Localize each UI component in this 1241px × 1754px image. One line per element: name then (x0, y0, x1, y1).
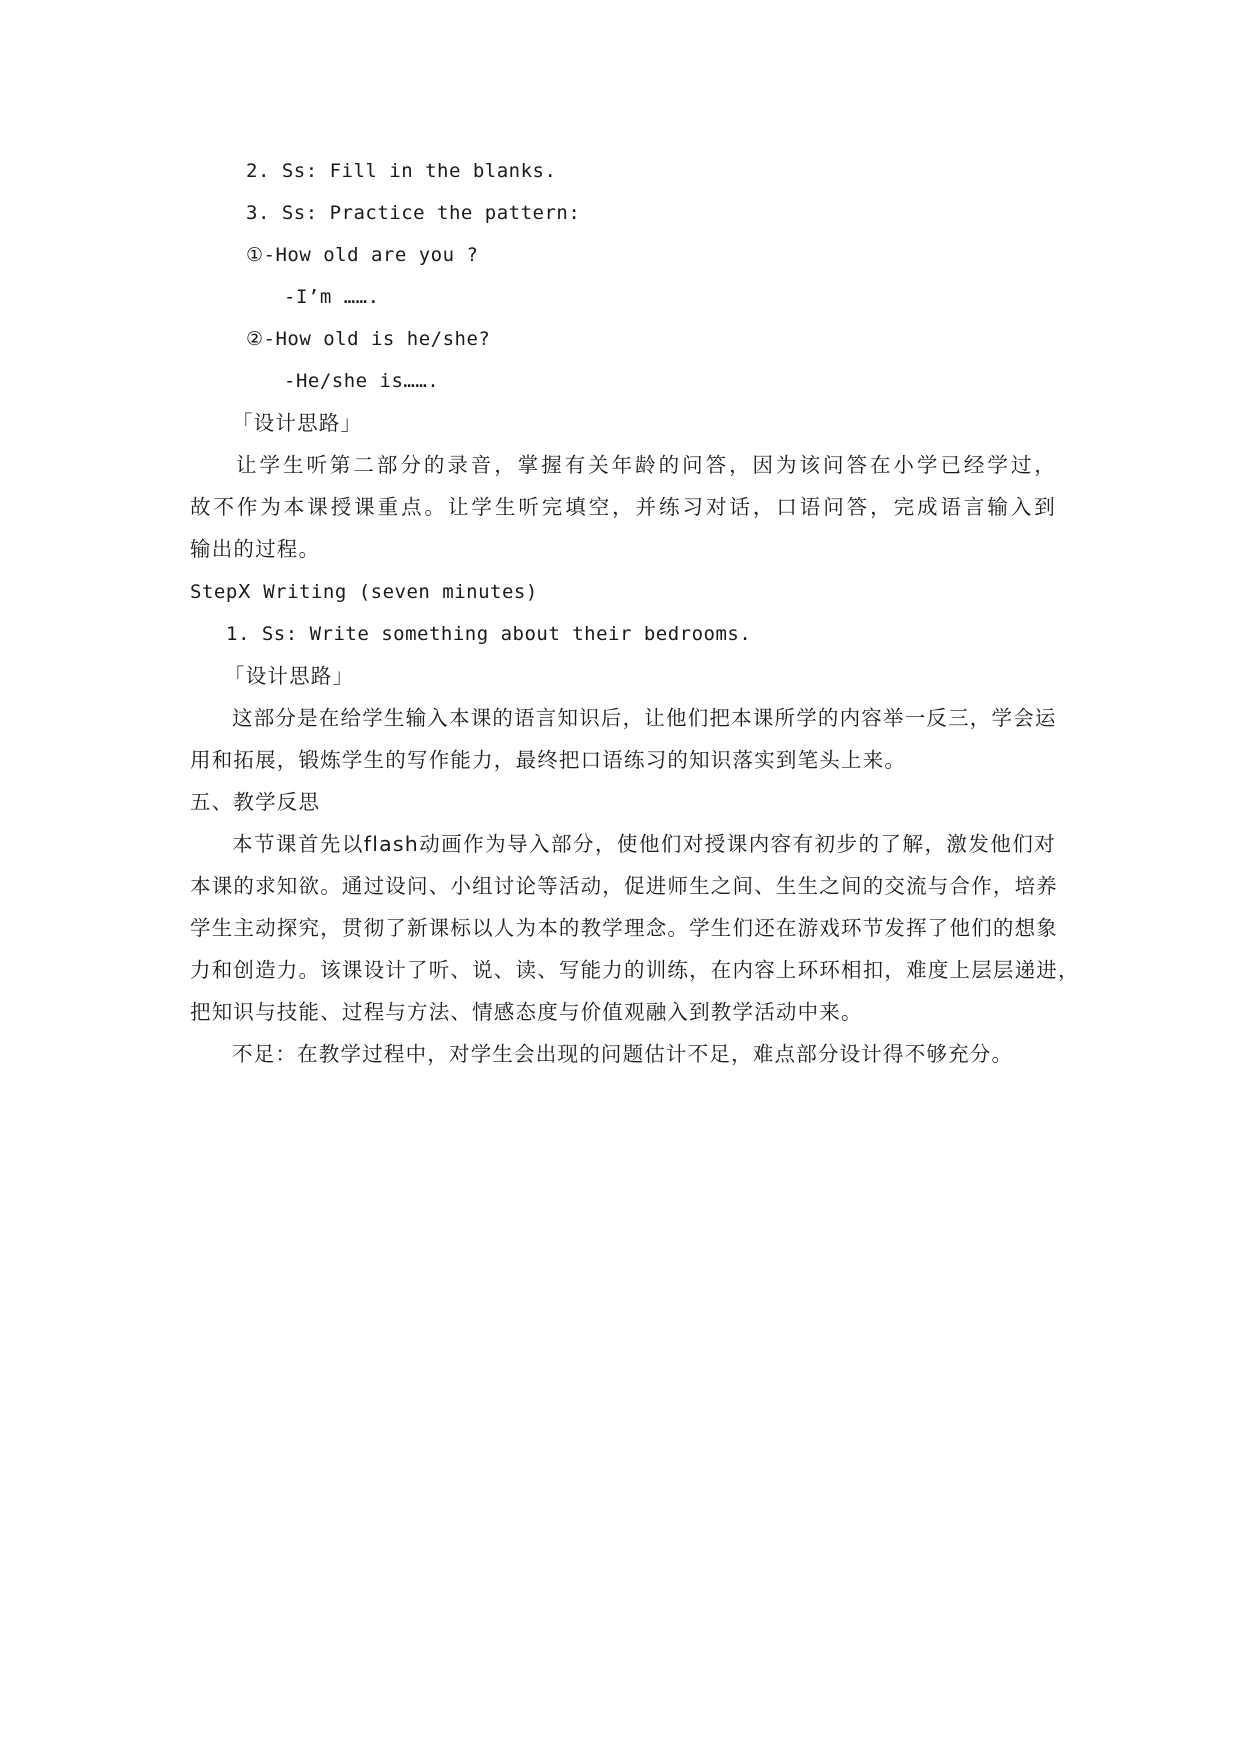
reflection-paragraph-line-2: 本课的求知欲。通过设问、小组讨论等活动，促进师生之间、生生之间的交流与合作，培养 (190, 874, 1058, 898)
reflection-paragraph-line-4: 力和创造力。该课设计了听、说、读、写能力的训练，在内容上环环相扣，难度上层层递进， (190, 958, 1080, 982)
design-label-listening: 「设计思路」 (232, 411, 363, 435)
design-text-writing-line-2: 用和拓展，锻炼学生的写作能力，最终把口语练习的知识落实到笔头上来。 (190, 748, 907, 772)
dialog-2-answer: -He/she is……. (284, 370, 440, 392)
design-text-listening-line-3: 输出的过程。 (190, 537, 321, 561)
dialog-2-question: ②-How old is he/she? (246, 328, 491, 350)
design-text-listening-line-1: 让学生听第二部分的录音，掌握有关年龄的问答，因为该问答在小学已经学过， (236, 453, 1056, 477)
reflection-paragraph-line-5: 把知识与技能、过程与方法、情感态度与价值观融入到教学活动中来。 (190, 1000, 863, 1024)
reflection-shortcoming: 不足：在教学过程中，对学生会出现的问题估计不足，难点部分设计得不够充分。 (232, 1042, 1014, 1066)
listening-item-2: 2. Ss: Fill in the blanks. (246, 160, 557, 182)
design-text-listening-line-2: 故不作为本课授课重点。让学生听完填空，并练习对话，口语问答，完成语言输入到 (190, 495, 1056, 519)
dialog-1-answer: -I’m ……. (284, 286, 380, 308)
reflection-paragraph-line-1: 本节课首先以flash动画作为导入部分，使他们对授课内容有初步的了解，激发他们对 (232, 832, 1056, 856)
reflection-heading: 五、教学反思 (190, 790, 321, 814)
writing-item-1: 1. Ss: Write something about their bedrooms. (226, 623, 752, 645)
design-label-writing: 「设计思路」 (224, 664, 355, 688)
writing-step-heading: StepⅩ Writing (seven minutes) (190, 581, 538, 603)
listening-item-3: 3. Ss: Practice the pattern: (246, 202, 581, 224)
reflection-paragraph-line-3: 学生主动探究，贯彻了新课标以人为本的教学理念。学生们还在游戏环节发挥了他们的想象 (190, 916, 1058, 940)
dialog-1-question: ①-How old are you ? (246, 244, 479, 266)
design-text-writing-line-1: 这部分是在给学生输入本课的语言知识后，让他们把本课所学的内容举一反三，学会运 (232, 706, 1057, 730)
